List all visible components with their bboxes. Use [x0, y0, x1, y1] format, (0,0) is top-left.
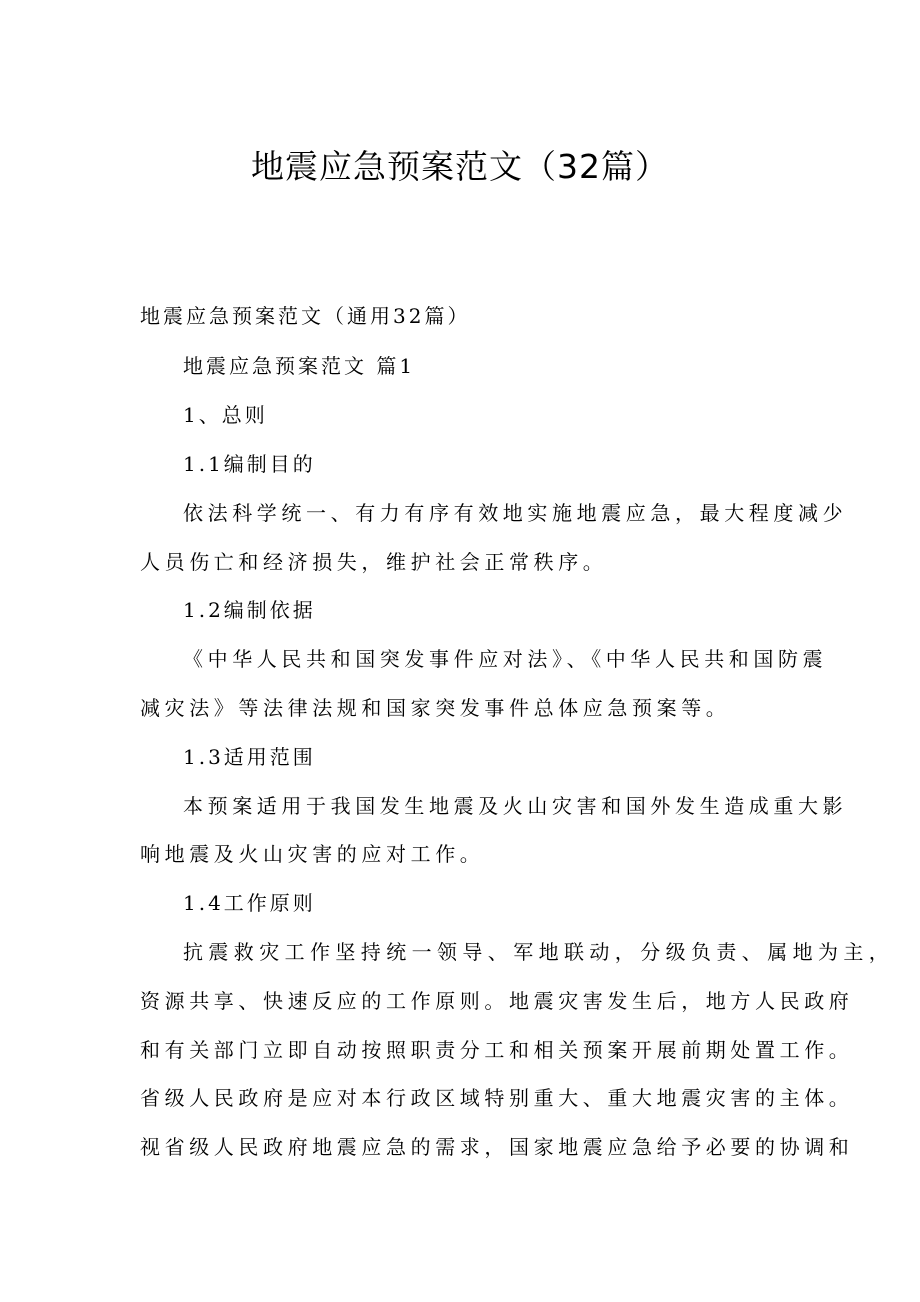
document-title: 地震应急预案范文（32篇） — [251, 147, 669, 186]
paragraph-line: 抗震救灾工作坚持统一领导、军地联动，分级负责、属地为主， — [183, 940, 895, 964]
section-heading: 地震应急预案范文 篇1 — [183, 354, 416, 378]
paragraph-line: 响地震及火山灾害的应对工作。 — [140, 842, 485, 866]
paragraph-line: 本预案适用于我国发生地震及火山灾害和国外发生造成重大影 — [183, 794, 848, 818]
heading-working-principles: 1.4工作原则 — [183, 891, 316, 915]
paragraph-line: 省级人民政府是应对本行政区域特别重大、重大地震灾害的主体。 — [140, 1086, 854, 1110]
paragraph-line: 资源共享、快速反应的工作原则。地震灾害发生后，地方人民政府 — [140, 989, 854, 1013]
paragraph-line: 《中华人民共和国突发事件应对法》、《中华人民共和国防震 — [183, 647, 828, 671]
heading-general-principles: 1、总则 — [183, 403, 268, 427]
paragraph-line: 减灾法》等法律法规和国家突发事件总体应急预案等。 — [140, 696, 731, 720]
paragraph-line: 视省级人民政府地震应急的需求，国家地震应急给予必要的协调和 — [140, 1135, 854, 1159]
heading-basis: 1.2编制依据 — [183, 598, 316, 622]
paragraph-line: 和有关部门立即自动按照职责分工和相关预案开展前期处置工作。 — [140, 1038, 854, 1062]
paragraph-line: 人员伤亡和经济损失，维护社会正常秩序。 — [140, 550, 608, 574]
paragraph-line: 依法科学统一、有力有序有效地实施地震应急，最大程度减少 — [183, 501, 848, 525]
heading-purpose: 1.1编制目的 — [183, 452, 316, 476]
document-subtitle: 地震应急预案范文（通用32篇） — [140, 304, 471, 328]
heading-scope: 1.3适用范围 — [183, 745, 316, 769]
